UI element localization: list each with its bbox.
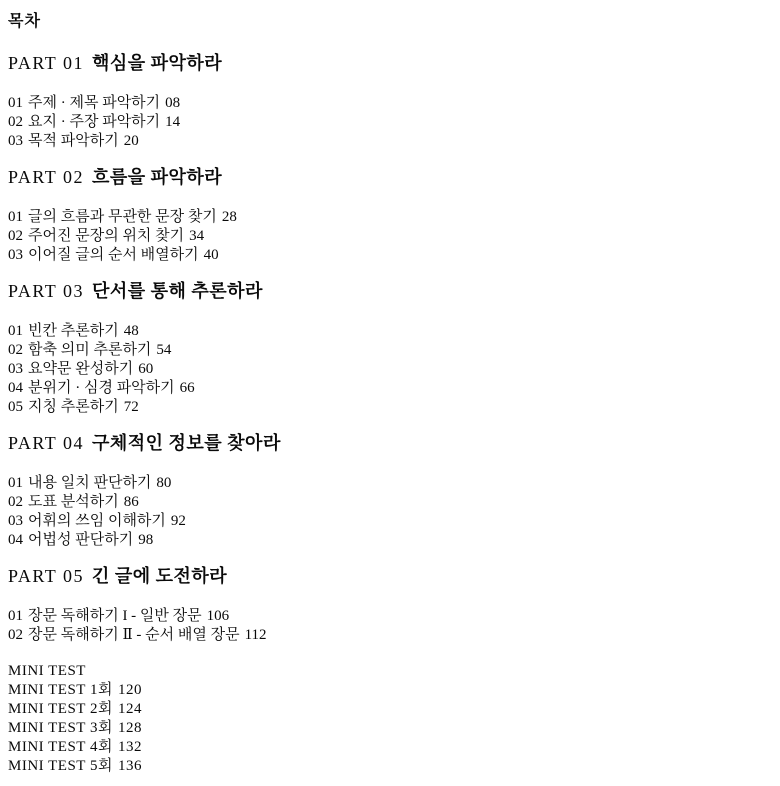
part-title: 긴 글에 도전하라 — [91, 566, 228, 586]
entry-number: 01 — [8, 209, 23, 225]
toc-entry — [8, 341, 770, 360]
toc-entry — [8, 113, 770, 132]
entry-number: 02 — [8, 114, 23, 130]
entry-page: 92 — [170, 513, 186, 529]
entry-number: 04 — [8, 532, 23, 548]
toc-entry — [8, 360, 770, 379]
entry-label: MINI TEST 5회 — [8, 758, 113, 774]
entry-number: 02 — [8, 627, 23, 643]
toc-entry — [8, 474, 770, 493]
entry-number: 03 — [8, 361, 23, 377]
entry-number: 01 — [8, 608, 23, 624]
entry-page: 66 — [179, 380, 195, 396]
toc-section-part-04 — [8, 434, 770, 550]
part-title: 핵심을 파악하라 — [91, 53, 223, 73]
entry-list — [8, 322, 770, 417]
entry-page: 80 — [156, 475, 172, 491]
entry-list — [8, 94, 770, 151]
entry-page: 86 — [123, 494, 139, 510]
entry-label: 어휘의 쓰임 이해하기 — [28, 513, 166, 529]
entry-page: 40 — [203, 247, 219, 263]
entry-page: 08 — [165, 95, 181, 111]
entry-label: 이어질 글의 순서 배열하기 — [28, 247, 199, 263]
entry-label: MINI TEST 2회 — [8, 701, 113, 717]
entry-page: 98 — [138, 532, 154, 548]
part-number: PART 03 — [8, 281, 84, 301]
entry-page: 54 — [156, 342, 172, 358]
entry-page: 14 — [165, 114, 181, 130]
entry-label: 지칭 추론하기 — [28, 399, 119, 415]
entry-label: 어법성 판단하기 — [28, 532, 134, 548]
entry-page: 106 — [206, 608, 230, 624]
entry-page: 128 — [117, 720, 142, 736]
mini-test-entry — [8, 738, 770, 757]
entry-label: 주어진 문장의 위치 찾기 — [28, 228, 185, 244]
toc-entry — [8, 493, 770, 512]
part-number: PART 02 — [8, 167, 84, 187]
entry-page: 72 — [123, 399, 139, 415]
entry-label: 글의 흐름과 무관한 문장 찾기 — [28, 209, 217, 225]
section-heading — [8, 434, 770, 453]
entry-number: 02 — [8, 494, 23, 510]
entry-label: MINI TEST 1회 — [8, 682, 113, 698]
toc-entry — [8, 607, 770, 626]
part-title: 흐름을 파악하라 — [91, 167, 223, 187]
entry-number: 04 — [8, 380, 23, 396]
section-heading — [8, 168, 770, 187]
entry-page: 60 — [138, 361, 154, 377]
toc-entry — [8, 322, 770, 341]
entry-page: 112 — [244, 627, 267, 643]
toc-entry — [8, 94, 770, 113]
entry-number: 01 — [8, 323, 23, 339]
entry-label: 주제 · 제목 파악하기 — [28, 95, 161, 111]
entry-number: 03 — [8, 513, 23, 529]
toc-entry — [8, 227, 770, 246]
part-number: PART 04 — [8, 433, 84, 453]
entry-number: 03 — [8, 247, 23, 263]
entry-label: 요지 · 주장 파악하기 — [28, 114, 161, 130]
mini-test-section — [8, 662, 770, 776]
entry-label: 장문 독해하기 Ⅱ - 순서 배열 장문 — [28, 627, 240, 643]
mini-test-entry — [8, 700, 770, 719]
entry-page: 20 — [123, 133, 139, 149]
entry-page: 132 — [117, 739, 142, 755]
toc-section-part-03 — [8, 282, 770, 417]
entry-label: 빈칸 추론하기 — [28, 323, 119, 339]
toc-entry — [8, 626, 770, 645]
entry-page: 136 — [117, 758, 142, 774]
part-number: PART 05 — [8, 566, 84, 586]
section-heading — [8, 282, 770, 301]
toc-entry — [8, 512, 770, 531]
part-number: PART 01 — [8, 53, 84, 73]
entry-label: 요약문 완성하기 — [28, 361, 134, 377]
entry-page: 34 — [189, 228, 205, 244]
toc-entry — [8, 379, 770, 398]
entry-list — [8, 208, 770, 265]
toc-entry — [8, 208, 770, 227]
entry-number: 03 — [8, 133, 23, 149]
section-heading — [8, 54, 770, 73]
toc-section-part-01 — [8, 54, 770, 151]
entry-page: 124 — [117, 701, 142, 717]
part-title: 단서를 통해 추론하라 — [91, 281, 263, 301]
toc-entry — [8, 398, 770, 417]
entry-number: 02 — [8, 228, 23, 244]
entry-list — [8, 607, 770, 645]
mini-test-entry — [8, 757, 770, 776]
entry-label: 장문 독해하기 I - 일반 장문 — [28, 608, 202, 624]
doc-title: 목차 — [8, 13, 41, 30]
part-title: 구체적인 정보를 찾아라 — [91, 433, 281, 453]
entry-label: MINI TEST 3회 — [8, 720, 113, 736]
mini-test-entry — [8, 719, 770, 738]
entry-label: 목적 파악하기 — [28, 133, 119, 149]
entry-label: 내용 일치 판단하기 — [28, 475, 152, 491]
toc-entry — [8, 246, 770, 265]
toc-section-part-02 — [8, 168, 770, 265]
entry-number: 02 — [8, 342, 23, 358]
entry-page: 28 — [221, 209, 237, 225]
entry-label: 함축 의미 추론하기 — [28, 342, 152, 358]
toc-section-part-05 — [8, 567, 770, 645]
section-heading — [8, 567, 770, 586]
entry-list — [8, 474, 770, 550]
entry-number: 01 — [8, 95, 23, 111]
entry-label: MINI TEST 4회 — [8, 739, 113, 755]
entry-number: 01 — [8, 475, 23, 491]
entry-label: 도표 분석하기 — [28, 494, 119, 510]
toc-entry — [8, 132, 770, 151]
mini-test-title: MINI TEST — [8, 663, 86, 679]
entry-number: 05 — [8, 399, 23, 415]
mini-test-entry — [8, 681, 770, 700]
entry-page: 48 — [123, 323, 139, 339]
entry-label: 분위기 · 심경 파악하기 — [28, 380, 175, 396]
entry-page: 120 — [117, 682, 142, 698]
toc-entry — [8, 531, 770, 550]
